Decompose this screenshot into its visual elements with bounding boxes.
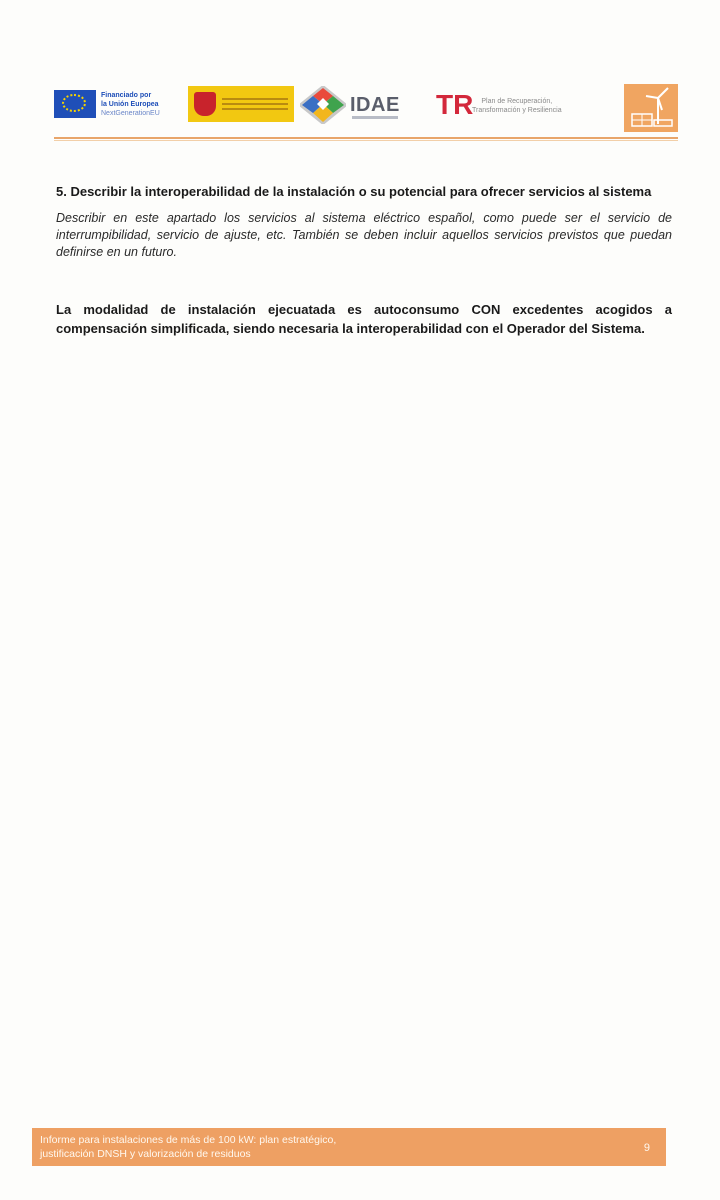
page-number: 9 <box>643 1142 650 1154</box>
wind-turbine-icon <box>624 84 678 132</box>
section-description: Describir en este apartado los servicios al sistema eléctrico español, como puede ser el servicio de interrumpibilidad, servicio de ajuste, etc. También se deben incluir aquellos servicios previstos que puedan definirse en un futuro. <box>56 211 672 259</box>
spain-coat-of-arms-icon <box>194 92 216 116</box>
page-header <box>54 84 678 134</box>
tr-mark: TR <box>436 89 474 120</box>
section-heading: 5. Describir la interoperabilidad de la instalación o su potencial para ofrecer servicios al sistema <box>56 184 652 199</box>
idae-logo <box>300 86 410 124</box>
recovery-plan-text: Plan de Recuperación, Transformación y Resiliencia <box>472 98 562 114</box>
footer-title: Informe para instalaciones de más de 100 kW: plan estratégico, justificación DNSH y valorización de residuos <box>40 1134 337 1160</box>
header-divider <box>54 137 678 139</box>
idae-mark-icon <box>300 86 346 124</box>
spain-government-logo <box>188 86 294 122</box>
eu-logo-text: Financiado por la Unión Europea NextGenerationEU <box>101 92 160 117</box>
idae-wordmark: IDAE <box>350 94 400 116</box>
recovery-plan-logo <box>436 90 606 124</box>
eu-funding-logo <box>54 90 184 122</box>
page-footer <box>32 1128 666 1166</box>
section-body: La modalidad de instalación ejecuatada es autoconsumo CON excedentes acogidos a compensación simplificada, siendo necesaria la interoperabilidad con el Operador del Sistema. <box>56 302 672 336</box>
brand-logo <box>624 84 678 132</box>
header-divider-light <box>54 140 678 141</box>
eu-flag-icon <box>54 90 96 118</box>
